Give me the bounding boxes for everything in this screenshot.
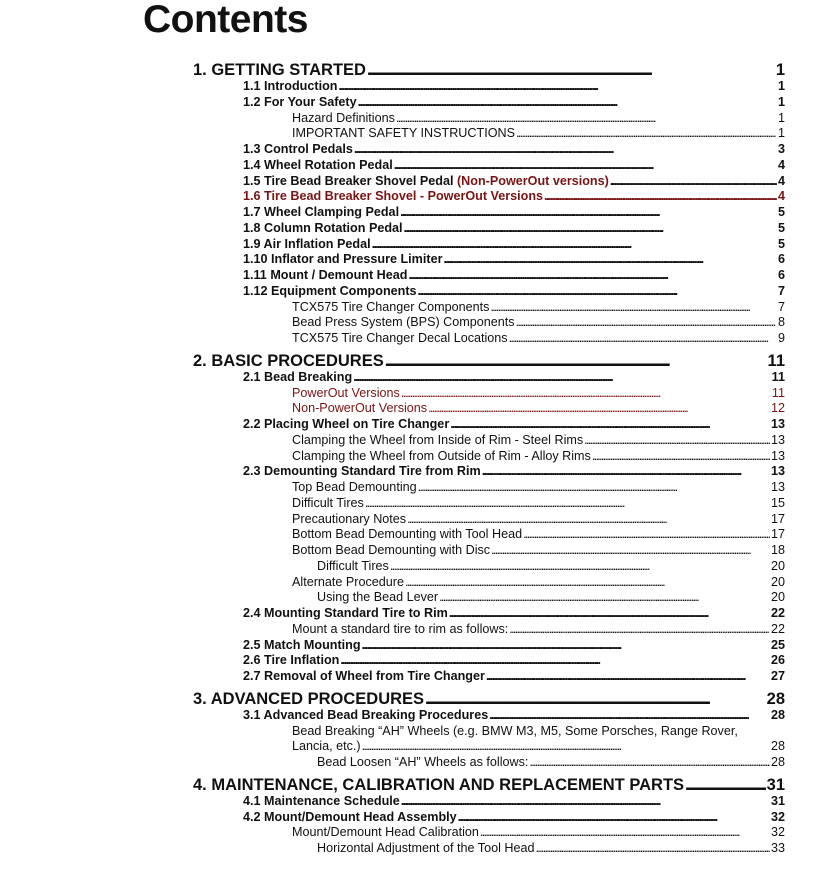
dot-leader bbox=[367, 61, 775, 79]
dot-leader bbox=[685, 776, 766, 794]
toc-page-number: 6 bbox=[777, 252, 785, 267]
toc-entry-title: 2.6 Tire Inflation bbox=[243, 653, 340, 668]
toc-page-number: 6 bbox=[777, 268, 785, 282]
toc-entry[interactable] bbox=[193, 237, 785, 253]
toc-page-number: 7 bbox=[777, 299, 785, 314]
toc-entry[interactable] bbox=[193, 841, 785, 857]
toc-entry-title: Horizontal Adjustment of the Tool Head bbox=[317, 841, 535, 855]
toc-page-number: 15 bbox=[770, 495, 785, 510]
dot-leader bbox=[544, 189, 777, 205]
dot-leader bbox=[405, 575, 770, 591]
toc-entry[interactable] bbox=[193, 252, 785, 268]
toc-entry[interactable] bbox=[193, 284, 785, 300]
toc-entry[interactable] bbox=[193, 174, 785, 190]
toc-page-number: 13 bbox=[770, 464, 785, 479]
toc-entry[interactable] bbox=[193, 189, 785, 205]
toc-entry[interactable] bbox=[193, 205, 785, 221]
toc-entry-title: Lancia, etc.) bbox=[292, 739, 361, 754]
toc-page-number: 11 bbox=[771, 369, 785, 384]
dot-leader bbox=[489, 708, 770, 724]
dot-leader bbox=[523, 527, 770, 543]
toc-entry[interactable] bbox=[193, 638, 785, 654]
toc-entry-title: Clamping the Wheel from Outside of Rim - Alloy Rims bbox=[292, 448, 591, 463]
toc-entry-title: Bottom Bead Demounting with Tool Head bbox=[292, 527, 523, 542]
toc-entry[interactable] bbox=[193, 111, 785, 127]
toc-page-number: 32 bbox=[770, 825, 785, 840]
dot-leader bbox=[407, 512, 770, 528]
dot-leader bbox=[509, 331, 777, 347]
toc-entry[interactable] bbox=[193, 464, 785, 480]
dot-leader bbox=[396, 111, 777, 127]
dot-leader bbox=[584, 433, 770, 449]
toc-page-number: 22 bbox=[770, 621, 785, 636]
dot-leader bbox=[362, 739, 770, 755]
toc-page-number: 28 bbox=[770, 707, 785, 722]
toc-entry-title: PowerOut Versions bbox=[292, 385, 400, 400]
toc-entry-title: Bottom Bead Demounting with Disc bbox=[292, 543, 491, 557]
toc-entry[interactable] bbox=[193, 527, 785, 543]
toc-page-number: 13 bbox=[770, 432, 785, 447]
toc-page-number: 13 bbox=[770, 417, 785, 431]
toc-entry-title: 4.2 Mount/Demount Head Assembly bbox=[243, 809, 457, 824]
dot-leader bbox=[401, 386, 771, 402]
toc-page-number: 11 bbox=[767, 351, 785, 370]
toc-entry-title: 4. MAINTENANCE, CALIBRATION AND REPLACEMENT PARTS bbox=[193, 775, 685, 794]
dot-leader bbox=[428, 401, 770, 417]
dot-leader bbox=[443, 252, 777, 268]
toc-entry-title: 1.6 Tire Bead Breaker Shovel - PowerOut Versions bbox=[243, 189, 544, 204]
toc-entry-title: 1.8 Column Rotation Pedal bbox=[243, 220, 403, 235]
toc-entry-title: Mount/Demount Head Calibration bbox=[292, 825, 479, 840]
dot-leader bbox=[418, 284, 777, 300]
toc-entry-title: 2.5 Match Mounting bbox=[243, 637, 361, 652]
toc-entry[interactable] bbox=[193, 496, 785, 512]
toc-entry[interactable] bbox=[193, 825, 785, 841]
dot-leader bbox=[358, 95, 777, 111]
toc-page-number: 17 bbox=[770, 511, 785, 526]
toc-entry-title: 4.1 Maintenance Schedule bbox=[243, 793, 400, 808]
toc-entry-title: TCX575 Tire Changer Components bbox=[292, 299, 490, 314]
dot-leader bbox=[390, 559, 770, 575]
toc-entry[interactable] bbox=[193, 417, 785, 433]
dot-leader bbox=[516, 315, 777, 331]
dot-leader bbox=[362, 638, 770, 654]
toc-page-number: 5 bbox=[777, 220, 785, 235]
toc-entry[interactable] bbox=[193, 543, 785, 559]
toc-entry[interactable] bbox=[193, 739, 785, 755]
dot-leader bbox=[450, 417, 770, 433]
toc-page-number: 20 bbox=[770, 558, 785, 573]
toc-entry-title: Mount a standard tire to rim as follows: bbox=[292, 621, 509, 636]
dot-leader bbox=[480, 825, 770, 841]
toc-entry-note: (Non-PowerOut versions) bbox=[456, 173, 609, 188]
toc-entry[interactable] bbox=[193, 331, 785, 347]
dot-leader bbox=[400, 205, 777, 221]
toc-entry[interactable] bbox=[193, 669, 785, 685]
dot-leader bbox=[529, 755, 770, 771]
toc-page-number: 17 bbox=[770, 527, 785, 542]
toc-entry[interactable] bbox=[193, 575, 785, 591]
toc-entry-title: Using the Bead Lever bbox=[317, 590, 439, 605]
toc-entry-title: 1.4 Wheel Rotation Pedal bbox=[243, 157, 393, 172]
toc-entry-title: Alternate Procedure bbox=[292, 574, 405, 589]
toc-entry-title: Hazard Definitions bbox=[292, 110, 395, 125]
toc-page-number: 22 bbox=[770, 606, 785, 620]
dot-leader bbox=[536, 841, 770, 857]
toc-entry-line[interactable] bbox=[193, 724, 785, 740]
toc-entry-title: 1.2 For Your Safety bbox=[243, 94, 357, 109]
toc-entry[interactable] bbox=[193, 386, 785, 402]
toc-entry[interactable] bbox=[193, 512, 785, 528]
dot-leader bbox=[354, 142, 777, 158]
toc-page-number: 20 bbox=[770, 574, 785, 589]
toc-entry-title: Non-PowerOut Versions bbox=[292, 401, 428, 416]
toc-page-number: 28 bbox=[770, 739, 785, 754]
toc-entry-title: 1.1 Introduction bbox=[243, 79, 338, 93]
toc-entry[interactable] bbox=[193, 142, 785, 158]
toc-entry-title: Precautionary Notes bbox=[292, 511, 407, 526]
toc-entry-title: 2. BASIC PROCEDURES bbox=[193, 351, 384, 370]
toc-page-number: 33 bbox=[770, 841, 785, 855]
toc-entry-title: 2.7 Removal of Wheel from Tire Changer bbox=[243, 669, 485, 683]
toc-page-number: 18 bbox=[770, 543, 785, 557]
toc-page-number: 9 bbox=[777, 331, 785, 345]
dot-leader bbox=[458, 810, 770, 826]
dot-leader bbox=[401, 794, 770, 810]
toc-page-number: 12 bbox=[770, 401, 785, 416]
dot-leader bbox=[592, 449, 770, 465]
toc-page-number: 1 bbox=[777, 79, 785, 93]
toc-entry-title: 2.3 Demounting Standard Tire from Rim bbox=[243, 464, 481, 479]
toc-entry[interactable] bbox=[193, 480, 785, 496]
toc-entry-title: Bead Breaking “AH” Wheels (e.g. BMW M3, M5, Some Porsches, Range Rover, bbox=[292, 723, 738, 738]
toc-page-number: 28 bbox=[766, 689, 785, 708]
dot-leader bbox=[394, 158, 777, 174]
toc-page-number: 4 bbox=[777, 189, 785, 204]
toc-entry-title: Difficult Tires bbox=[292, 495, 364, 510]
toc-page-number: 5 bbox=[777, 205, 785, 219]
toc-entry[interactable] bbox=[193, 300, 785, 316]
toc-entry-title: Clamping the Wheel from Inside of Rim - Steel Rims bbox=[292, 432, 584, 447]
toc-entry-title: Bead Loosen “AH” Wheels as follows: bbox=[317, 755, 529, 769]
toc-entry-title: 1.9 Air Inflation Pedal bbox=[243, 236, 371, 251]
dot-leader bbox=[439, 590, 770, 606]
toc-entry-title: 1.3 Control Pedals bbox=[243, 142, 353, 156]
toc-entry[interactable] bbox=[193, 794, 785, 810]
toc-entry-title: 1.12 Equipment Components bbox=[243, 283, 417, 298]
dot-leader bbox=[338, 79, 777, 95]
toc-entry-title: Top Bead Demounting bbox=[292, 480, 417, 494]
dot-leader bbox=[516, 126, 777, 142]
toc-entry[interactable] bbox=[193, 590, 785, 606]
toc-entry[interactable] bbox=[193, 449, 785, 465]
toc-page-number: 27 bbox=[770, 669, 785, 683]
toc-page-number: 31 bbox=[770, 793, 785, 808]
dot-leader bbox=[491, 543, 770, 559]
toc-entry[interactable] bbox=[193, 622, 785, 638]
toc-entry-title: IMPORTANT SAFETY INSTRUCTIONS bbox=[292, 126, 515, 141]
toc-entry[interactable] bbox=[193, 606, 785, 622]
toc-entry[interactable] bbox=[193, 755, 785, 771]
toc-entry[interactable] bbox=[193, 810, 785, 826]
toc-entry[interactable] bbox=[193, 95, 785, 111]
toc-entry-title: 1.11 Mount / Demount Head bbox=[243, 268, 408, 282]
toc-entry-title: 2.1 Bead Breaking bbox=[243, 369, 353, 384]
toc-page-number: 25 bbox=[770, 637, 785, 652]
toc-entry[interactable] bbox=[193, 653, 785, 669]
dot-leader bbox=[365, 496, 770, 512]
toc-entry-title: 1.10 Inflator and Pressure Limiter bbox=[243, 252, 443, 267]
toc-page-number: 26 bbox=[770, 653, 785, 668]
dot-leader bbox=[372, 237, 777, 253]
dot-leader bbox=[490, 300, 777, 316]
toc-entry[interactable] bbox=[193, 559, 785, 575]
dot-leader bbox=[404, 221, 777, 237]
toc-entry-title: 3. ADVANCED PROCEDURES bbox=[193, 689, 425, 708]
toc-page-number: 7 bbox=[777, 283, 785, 298]
toc-entry[interactable] bbox=[193, 61, 785, 79]
toc-page-number: 3 bbox=[777, 142, 785, 156]
dot-leader bbox=[385, 352, 767, 370]
toc-entry-title: 2.2 Placing Wheel on Tire Changer bbox=[243, 417, 450, 431]
toc-entry-title: TCX575 Tire Changer Decal Locations bbox=[292, 331, 508, 345]
toc-entry[interactable] bbox=[193, 690, 785, 708]
toc-page-number: 8 bbox=[777, 315, 785, 330]
toc-page-number: 20 bbox=[770, 590, 785, 605]
dot-leader bbox=[408, 268, 777, 284]
toc-entry-title: Difficult Tires bbox=[317, 558, 389, 573]
toc-entry-title: 1.7 Wheel Clamping Pedal bbox=[243, 205, 400, 219]
table-of-contents bbox=[193, 61, 785, 857]
dot-leader bbox=[340, 653, 770, 669]
toc-page-number: 5 bbox=[777, 236, 785, 251]
dot-leader bbox=[482, 464, 770, 480]
toc-page-number: 13 bbox=[770, 480, 785, 494]
toc-entry[interactable] bbox=[193, 79, 785, 95]
toc-entry[interactable] bbox=[193, 352, 785, 370]
dot-leader bbox=[610, 174, 777, 190]
toc-entry-title: 3.1 Advanced Bead Breaking Procedures bbox=[243, 707, 489, 722]
toc-page-number: 4 bbox=[777, 157, 785, 172]
toc-entry-title: Bead Press System (BPS) Components bbox=[292, 315, 515, 330]
toc-entry[interactable] bbox=[193, 315, 785, 331]
toc-entry[interactable] bbox=[193, 433, 785, 449]
toc-entry-title: 2.4 Mounting Standard Tire to Rim bbox=[243, 606, 448, 620]
toc-page-number: 11 bbox=[771, 385, 785, 400]
dot-leader bbox=[449, 606, 770, 622]
dot-leader bbox=[353, 370, 770, 386]
toc-page-number: 28 bbox=[770, 755, 785, 769]
toc-entry[interactable] bbox=[193, 158, 785, 174]
toc-entry[interactable] bbox=[193, 221, 785, 237]
toc-page-number: 13 bbox=[770, 448, 785, 463]
toc-page-number: 1 bbox=[777, 110, 785, 125]
toc-page-number: 32 bbox=[770, 809, 785, 824]
toc-page-number: 1 bbox=[775, 61, 785, 79]
toc-entry-title: 1.5 Tire Bead Breaker Shovel Pedal bbox=[243, 173, 457, 188]
toc-entry[interactable] bbox=[193, 776, 785, 794]
toc-page-number: 4 bbox=[777, 173, 785, 188]
toc-page-number: 1 bbox=[777, 126, 785, 141]
dot-leader bbox=[486, 669, 770, 685]
toc-entry[interactable] bbox=[193, 126, 785, 142]
toc-page-number: 1 bbox=[777, 94, 785, 109]
toc-entry[interactable] bbox=[193, 708, 785, 724]
toc-page-number: 31 bbox=[766, 775, 785, 794]
toc-entry[interactable] bbox=[193, 370, 785, 386]
dot-leader bbox=[425, 690, 766, 708]
toc-entry-title: 1. GETTING STARTED bbox=[193, 61, 366, 79]
toc-entry[interactable] bbox=[193, 401, 785, 417]
dot-leader bbox=[509, 622, 770, 638]
page-title: Contents bbox=[143, 0, 308, 41]
toc-entry[interactable] bbox=[193, 268, 785, 284]
dot-leader bbox=[418, 480, 770, 496]
